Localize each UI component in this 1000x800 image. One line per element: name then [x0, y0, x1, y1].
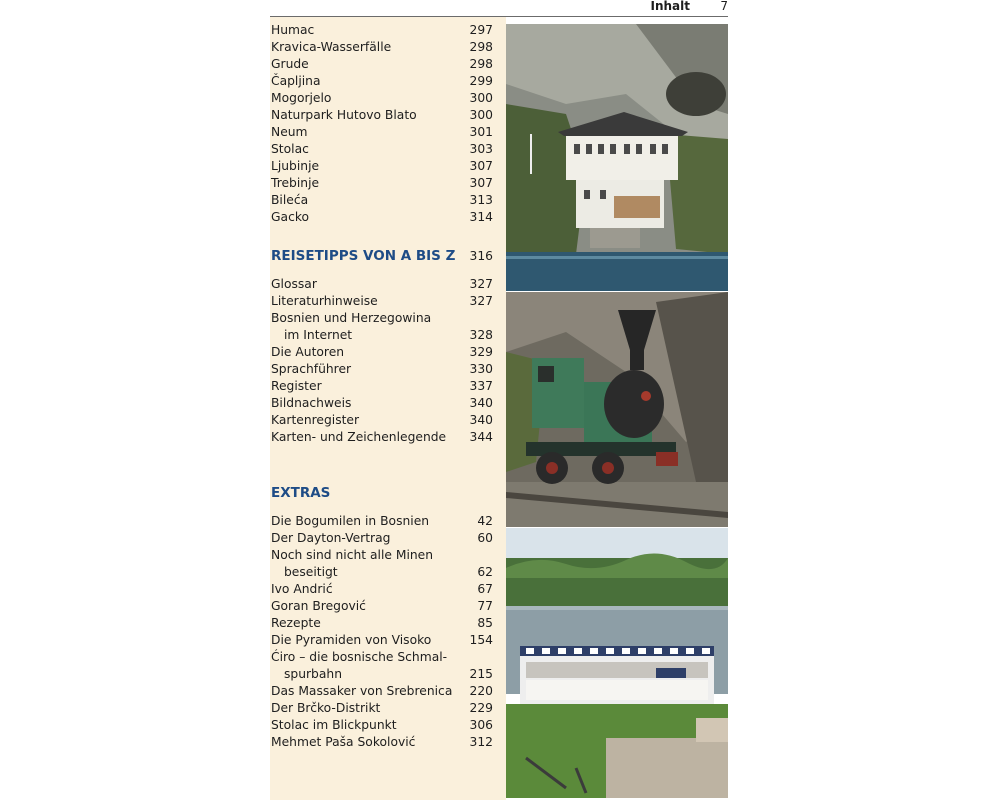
toc-entry: beseitigt 62	[284, 565, 493, 579]
toc-entry: Stolac 303	[271, 142, 493, 156]
toc-entry: Das Massaker von Srebrenica 220	[271, 684, 493, 698]
toc-entry: Der Brčko-Distrikt 229	[271, 701, 493, 715]
running-header	[270, 0, 728, 17]
toc-entry: Naturpark Hutovo Blato 300	[271, 108, 493, 122]
toc-entry: Bileća 313	[271, 193, 493, 207]
toc-entry: Neum 301	[271, 125, 493, 139]
toc-entry: Noch sind nicht alle Minen	[271, 548, 434, 562]
toc-entry: Gacko 314	[271, 210, 493, 224]
toc-entry: Literaturhinweise 327	[271, 294, 493, 308]
toc-entry: Ljubinje 307	[271, 159, 493, 173]
toc-entry: Sprachführer 330	[271, 362, 493, 376]
book-page	[270, 0, 728, 800]
toc-entry: Kravica-Wasserfälle 298	[271, 40, 493, 54]
toc-entry: Humac 297	[271, 23, 493, 37]
section-title: Inhalt	[650, 0, 690, 13]
chapter-heading-title: EXTRAS	[271, 485, 331, 501]
toc-entry: Die Autoren 329	[271, 345, 493, 359]
toc-entry: Ivo Andrić 67	[271, 582, 493, 596]
toc-entry: Kartenregister 340	[271, 413, 493, 427]
toc-entry: Mogorjelo 300	[271, 91, 493, 105]
toc-entry: Trebinje 307	[271, 176, 493, 190]
toc-entry: Goran Bregović 77	[271, 599, 493, 613]
photo-steam-locomotive	[506, 292, 728, 527]
toc-entry: Mehmet Paša Sokolović 312	[271, 735, 493, 749]
toc-entry: Grude 298	[271, 57, 493, 71]
toc-entry: Bildnachweis 340	[271, 396, 493, 410]
photo-riverboat	[506, 528, 728, 798]
toc-entry: spurbahn 215	[284, 667, 493, 681]
toc-entry: Register 337	[271, 379, 493, 393]
chapter-heading-page: 316	[469, 249, 493, 263]
chapter-heading-title: REISETIPPS VON A BIS Z	[271, 248, 456, 264]
photo-cliff-house	[506, 24, 728, 291]
chapter-heading	[271, 247, 493, 265]
chapter-heading	[271, 484, 493, 502]
toc-entry: Bosnien und Herzegowina	[271, 311, 432, 325]
toc-entry: Der Dayton-Vertrag 60	[271, 531, 493, 545]
toc-entry: Die Pyramiden von Visoko 154	[271, 633, 493, 647]
toc-entry: Stolac im Blickpunkt 306	[271, 718, 493, 732]
toc-entry: Karten- und Zeichenlegende 344	[271, 430, 493, 444]
toc-entry: Rezepte 85	[271, 616, 493, 630]
page-number: 7	[720, 0, 728, 13]
toc-entry: Die Bogumilen in Bosnien 42	[271, 514, 493, 528]
table-of-contents	[270, 17, 506, 800]
toc-entry: Glossar 327	[271, 277, 493, 291]
toc-entry: im Internet 328	[284, 328, 493, 342]
toc-entry: Čapljina 299	[271, 74, 493, 88]
toc-entry: Ćiro – die bosnische Schmal-	[271, 650, 448, 664]
